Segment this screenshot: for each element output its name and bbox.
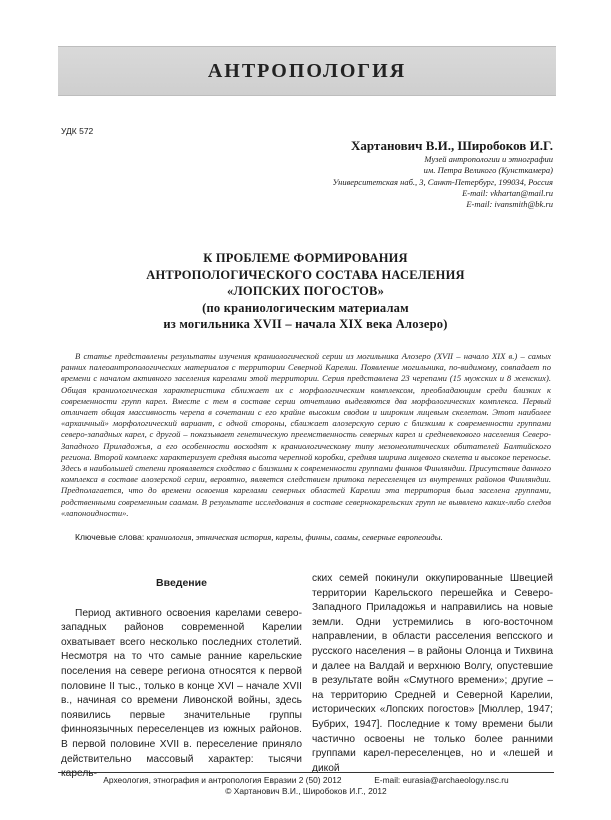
subtitle-line: (по краниологическим материалам bbox=[202, 300, 409, 315]
udc-code: УДК 572 bbox=[61, 126, 94, 136]
section-title: АНТРОПОЛОГИЯ bbox=[207, 59, 407, 82]
title-line: АНТРОПОЛОГИЧЕСКОГО СОСТАВА НАСЕЛЕНИЯ bbox=[146, 267, 465, 282]
article-title bbox=[60, 250, 551, 333]
column-right bbox=[312, 572, 553, 776]
abstract: В статье представлены результаты изучения краниологической серии из могильника Алозеро (XVII – начало XIX в.) – самых ранних палеоантропологических материалов с территории Северной Карелии. Появление могильника, по-видимому, совпадает по времени с началом активного заселения карелами этой территории. Серия представлена 23 черепами (15 мужских и 8 женских). Общая краниологическая характеристика сближает их с морфологическим комплексом, преобладающим среди близких к современности групп карел. Вместе с тем в составе серии отчетливо выделяются два морфологических комплекса. Первый отличает общая массивность черепа в сочетании с его крайне высоким сводом и широким лицевым скелетом. Этот наиболее «архаичный» морфологический вариант, с одной стороны, сближает алозерскую серию с близкими к современности группами северо-западных карел, с другой – показывает генетическую преемственность северных карел и средневекового населения Северо-Западного Приладожья, а его особенности восходят к краниологическому типу мезонеолитических обитателей Балтийского региона. Второй комплекс характеризует средняя высота черепной коробки, средняя ширина лицевого скелета и высокое переносье. Здесь в наибольшей степени проявляется сходство с близкими к современности группами финнов Финляндии. Присутствие данного комплекса в составе алозерской серии, вероятно, является следствием притока переселенцев из внутренних районов Финляндии. Предполагается, что до времени освоения карелами северных областей Карелии эта территория была заселена группами, родственными современным саамам. В результате исследования в составе севернокарельских групп не выявлено каких-либо следов «лапоноидности». bbox=[61, 351, 551, 518]
intro-heading: Введение bbox=[156, 577, 207, 589]
footer-divider bbox=[58, 772, 554, 773]
keywords bbox=[61, 532, 551, 543]
keywords-text: краниология, этническая история, карелы, финны, саамы, северные европеоиды. bbox=[146, 532, 443, 542]
section-banner bbox=[58, 46, 556, 96]
email-line: E-mail: vkhartan@mail.ru bbox=[462, 187, 553, 198]
subtitle-line: из могильника XVII – начала XIX века Алозеро) bbox=[163, 317, 448, 331]
authors: Хартанович В.И., Широбоков И.Г. bbox=[350, 138, 553, 153]
column-left bbox=[61, 572, 302, 782]
footer bbox=[58, 775, 554, 797]
footer-email: E-mail: eurasia@archaeology.nsc.ru bbox=[374, 775, 509, 785]
footer-journal: Археология, этнография и антропология Евразии 2 (50) 2012 bbox=[103, 775, 342, 785]
affiliation bbox=[253, 154, 553, 210]
affiliation-line: им. Петра Великого (Кунсткамера) bbox=[423, 165, 553, 176]
footer-copyright: © Хартанович В.И., Широбоков И.Г., 2012 bbox=[225, 786, 387, 796]
title-line: К ПРОБЛЕМЕ ФОРМИРОВАНИЯ bbox=[203, 251, 408, 265]
title-line: «ЛОПСКИХ ПОГОСТОВ» bbox=[226, 284, 385, 298]
affiliation-line: Музей антропологии и этнографии bbox=[424, 154, 553, 164]
affiliation-line: Университетская наб., 3, Санкт-Петербург, 199034, Россия bbox=[332, 176, 553, 187]
keywords-label: Ключевые слова: bbox=[75, 532, 145, 542]
email-line: E-mail: ivansmith@bk.ru bbox=[466, 199, 553, 210]
intro-paragraph-continued: ских семей покинули оккупированные Швецией территории Карельского перешейка и Северо-Западного Приладожья и направились на новые земли. Одни устремились в юго-восточном направлении, в области расселения вепсского и русского населения – в районы Олонца и Тихвина и далее на Валдай и верхнюю Волгу, опустевшие в результате войн «Смутного времени»; другие – на территорию Средней и Северной Карелии, исторических «Лопских погостов» [Мюллер, 1947; Бубрих, 1947]. Последние к тому времени были частично освоены не только более ранними группами карел-переселенцев, но и «лешей и дикой bbox=[312, 573, 553, 774]
intro-paragraph: Период активного освоения карелами северо-западных районов современной Карелии охватывает всего несколько последних столетий. Несмотря на то что самые ранние карельские поселения на севере региона относятся к первой половине II тыс., только в конце XVI – начале XVII в., начиная со времени Ливонской войны, здесь появились первые значительные группы финноязычных переселенцев из южных районов. В первой половине XVII в. переселение приняло действительно массовый характер: тысячи карель- bbox=[61, 607, 302, 780]
